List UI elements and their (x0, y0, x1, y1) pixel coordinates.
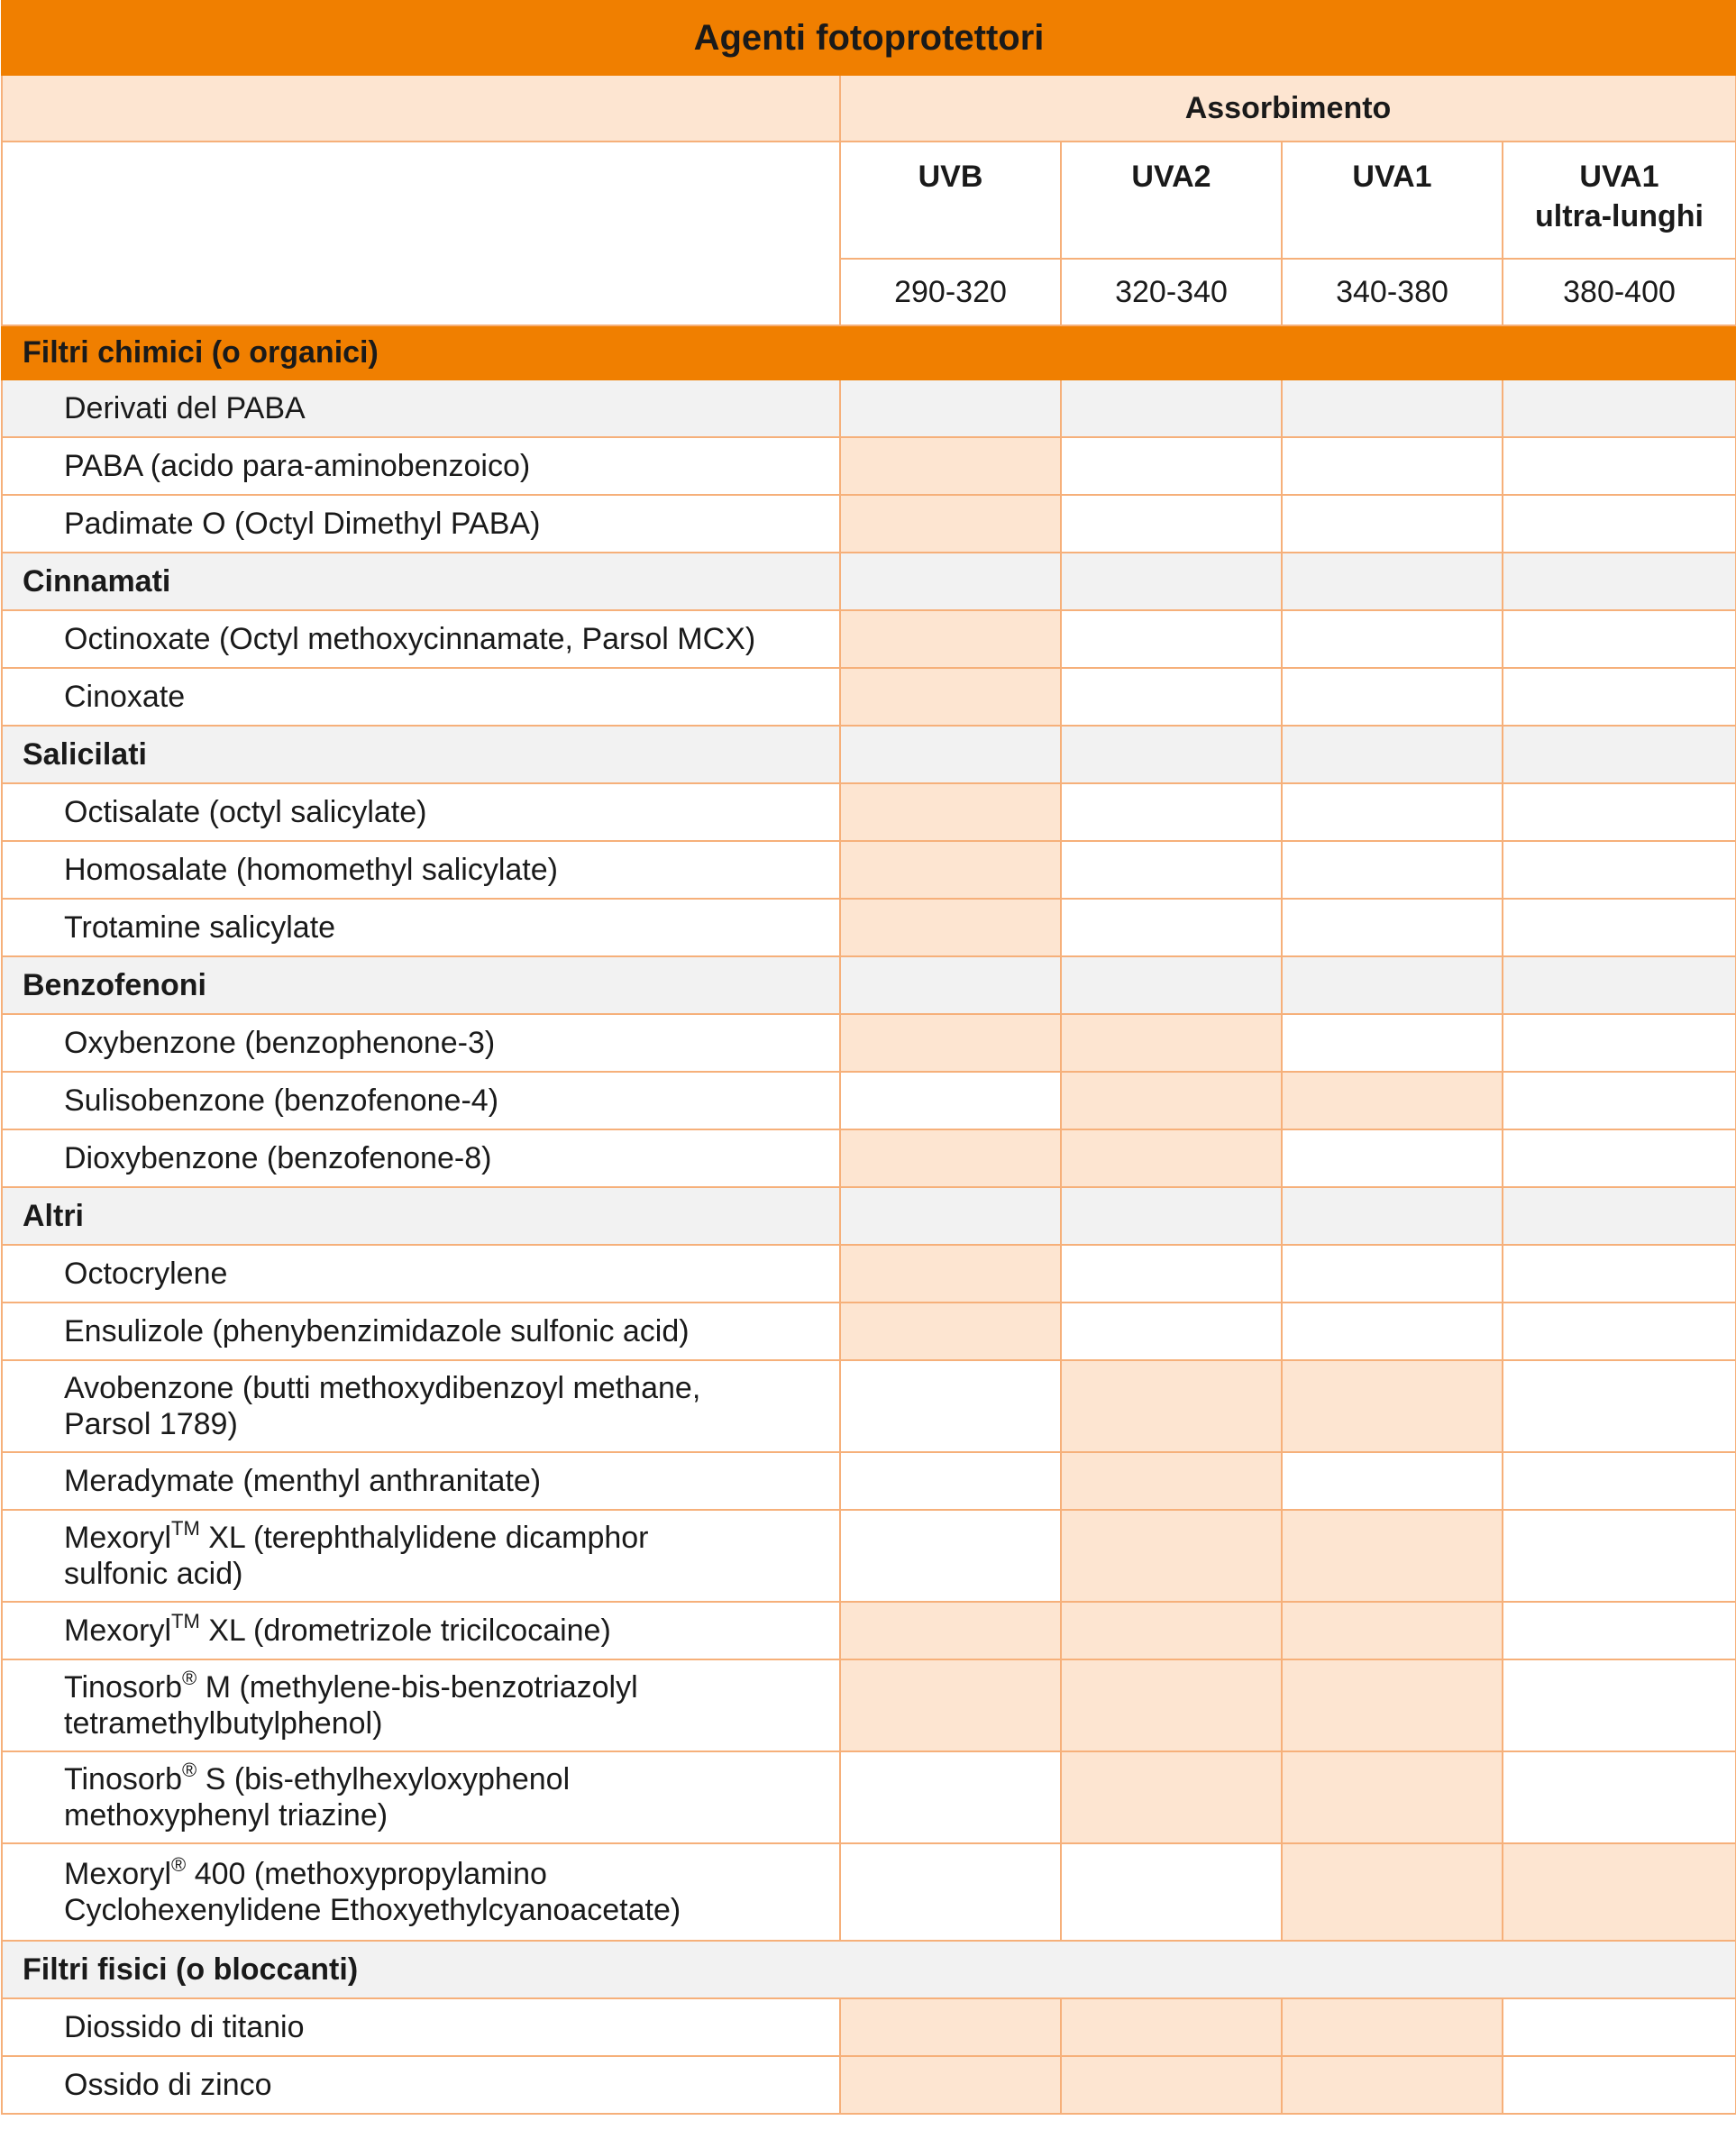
row-label: Cinoxate (2, 668, 840, 726)
absorption-cell (1061, 1659, 1282, 1751)
table-row (2, 1941, 1736, 1998)
absorption-cell (1282, 437, 1503, 495)
row-label: Sulisobenzone (benzofenone-4) (2, 1072, 840, 1129)
table-row (2, 1510, 1736, 1602)
absorption-cell (840, 899, 1061, 956)
band-range-uva1-ultra-long: 380-400 (1503, 259, 1736, 325)
row-label: Ossido di zinco (2, 2056, 840, 2114)
table-row (2, 610, 1736, 668)
table-row (2, 1602, 1736, 1659)
absorption-cell (1503, 1360, 1736, 1452)
group-label: Cinnamati (2, 553, 840, 610)
table-row (2, 495, 1736, 553)
table-row (2, 379, 1736, 437)
absorption-cell (1061, 1187, 1282, 1245)
row-label: Oxybenzone (benzophenone-3) (2, 1014, 840, 1072)
absorption-cell (1282, 379, 1503, 437)
absorption-cell (1503, 668, 1736, 726)
absorption-cell (1282, 1187, 1503, 1245)
absorption-cell (1061, 668, 1282, 726)
row-label: Trotamine salicylate (2, 899, 840, 956)
absorption-cell (1282, 2056, 1503, 2114)
registered-mark: ® (182, 1667, 197, 1689)
table-row (2, 668, 1736, 726)
absorption-cell (1282, 1843, 1503, 1941)
section-header-chemical: Filtri chimici (o organici) (2, 325, 1736, 379)
absorption-cell (840, 553, 1061, 610)
photoprotective-agents-table (1, 0, 1736, 2115)
absorption-cell (1503, 1187, 1736, 1245)
table-row (2, 1452, 1736, 1510)
absorption-cell (1061, 1072, 1282, 1129)
absorption-cell (1282, 1510, 1503, 1602)
absorption-cell (1282, 1303, 1503, 1360)
absorption-cell (1061, 1303, 1282, 1360)
absorption-cell (1503, 956, 1736, 1014)
band-header-uvb: UVB (840, 142, 1061, 259)
table-row (2, 437, 1736, 495)
registered-mark: ® (182, 1759, 197, 1781)
absorption-cell (1503, 1072, 1736, 1129)
band-range-uva2: 320-340 (1061, 259, 1282, 325)
absorption-cell (840, 1751, 1061, 1843)
absorption-cell (1282, 1014, 1503, 1072)
absorption-cell (1503, 1245, 1736, 1303)
absorption-cell (1061, 1843, 1282, 1941)
row-label: Ensulizole (phenybenzimidazole sulfonic acid) (2, 1303, 840, 1360)
absorption-cell (1061, 1510, 1282, 1602)
absorption-cell (1061, 1998, 1282, 2056)
absorption-cell (840, 726, 1061, 783)
absorption-cell (1282, 1659, 1503, 1751)
absorption-cell (840, 2056, 1061, 2114)
absorption-cell (1282, 1998, 1503, 2056)
table-row (2, 1843, 1736, 1941)
absorption-cell (1503, 495, 1736, 553)
absorption-cell (1061, 379, 1282, 437)
table-row (2, 783, 1736, 841)
absorption-cell (1282, 841, 1503, 899)
absorption-cell (1503, 437, 1736, 495)
section-header-physical: Filtri fisici (o bloccanti) (2, 1941, 1736, 1998)
table-row (2, 2056, 1736, 2114)
table-row (2, 1360, 1736, 1452)
absorption-cell (1503, 1659, 1736, 1751)
absorption-cell (1503, 379, 1736, 437)
absorption-cell (1061, 495, 1282, 553)
absorption-cell (840, 1659, 1061, 1751)
absorption-cell (1061, 1751, 1282, 1843)
absorption-cell (1282, 553, 1503, 610)
absorption-cell (840, 668, 1061, 726)
table-row (2, 1245, 1736, 1303)
absorption-cell (1503, 841, 1736, 899)
absorption-cell (1282, 783, 1503, 841)
absorption-cell (1061, 956, 1282, 1014)
row-label: Tinosorb® S (bis-ethylhexyloxyphenol methoxyphenyl triazine) (2, 1751, 840, 1843)
trademark-mark: TM (171, 1610, 200, 1632)
absorption-cell (1503, 1014, 1736, 1072)
absorption-cell (1503, 1998, 1736, 2056)
band-header-uva1-ultra-long: UVA1 ultra-lunghi (1503, 142, 1736, 259)
table-title: Agenti fotoprotettori (2, 1, 1736, 75)
absorption-cell (840, 379, 1061, 437)
row-label: Dioxybenzone (benzofenone-8) (2, 1129, 840, 1187)
band-range-uva1: 340-380 (1282, 259, 1503, 325)
trademark-mark: TM (171, 1517, 200, 1540)
absorption-cell (1503, 1129, 1736, 1187)
absorption-cell (840, 1245, 1061, 1303)
absorption-cell (840, 610, 1061, 668)
absorption-cell (840, 783, 1061, 841)
absorption-cell (1503, 553, 1736, 610)
absorption-cell (1503, 1452, 1736, 1510)
header-blank-cell (2, 142, 840, 325)
row-label: PABA (acido para-aminobenzoico) (2, 437, 840, 495)
absorption-cell (1503, 899, 1736, 956)
absorption-cell (1503, 1751, 1736, 1843)
group-label: Benzofenoni (2, 956, 840, 1014)
absorption-cell (1061, 726, 1282, 783)
row-label: Derivati del PABA (2, 379, 840, 437)
row-label: Homosalate (homomethyl salicylate) (2, 841, 840, 899)
absorption-cell (1503, 783, 1736, 841)
band-header-uva1: UVA1 (1282, 142, 1503, 259)
absorption-cell (1061, 841, 1282, 899)
absorption-cell (1282, 1245, 1503, 1303)
header-blank-cell (2, 75, 840, 142)
row-label: Octocrylene (2, 1245, 840, 1303)
absorption-cell (1503, 1303, 1736, 1360)
absorption-cell (1282, 1360, 1503, 1452)
table-row (2, 1072, 1736, 1129)
row-label: Octisalate (octyl salicylate) (2, 783, 840, 841)
absorption-cell (840, 1843, 1061, 1941)
absorption-cell (1503, 610, 1736, 668)
absorption-cell (1282, 668, 1503, 726)
absorption-cell (1061, 1129, 1282, 1187)
absorption-cell (1061, 553, 1282, 610)
row-label: Avobenzone (butti methoxydibenzoyl methane, Parsol 1789) (2, 1360, 840, 1452)
absorption-cell (1282, 1129, 1503, 1187)
registered-mark: ® (171, 1853, 187, 1876)
absorption-cell (840, 437, 1061, 495)
absorption-cell (1282, 1452, 1503, 1510)
table-row (2, 1659, 1736, 1751)
table-row (2, 1303, 1736, 1360)
absorption-cell (1061, 2056, 1282, 2114)
row-label: Tinosorb® M (methylene-bis-benzotriazolyl tetramethylbutylphenol) (2, 1659, 840, 1751)
table-row (2, 956, 1736, 1014)
absorption-cell (1061, 783, 1282, 841)
absorption-cell (1061, 1360, 1282, 1452)
absorption-cell (1061, 610, 1282, 668)
row-label: Octinoxate (Octyl methoxycinnamate, Parsol MCX) (2, 610, 840, 668)
absorption-cell (840, 1014, 1061, 1072)
absorption-cell (1061, 899, 1282, 956)
absorption-cell (1282, 899, 1503, 956)
absorption-header: Assorbimento (840, 75, 1736, 142)
absorption-cell (1503, 1510, 1736, 1602)
absorption-cell (1061, 437, 1282, 495)
table-row (2, 553, 1736, 610)
row-label: Padimate O (Octyl Dimethyl PABA) (2, 495, 840, 553)
absorption-cell (840, 1303, 1061, 1360)
absorption-cell (1282, 1751, 1503, 1843)
row-label: Meradymate (menthyl anthranitate) (2, 1452, 840, 1510)
absorption-cell (1503, 1843, 1736, 1941)
absorption-cell (1282, 610, 1503, 668)
row-label: Diossido di titanio (2, 1998, 840, 2056)
table-row (2, 1187, 1736, 1245)
band-range-uvb: 290-320 (840, 259, 1061, 325)
absorption-cell (1061, 1245, 1282, 1303)
absorption-cell (1282, 495, 1503, 553)
table-row (2, 1751, 1736, 1843)
band-header-uva2: UVA2 (1061, 142, 1282, 259)
table-row (2, 899, 1736, 956)
absorption-cell (840, 1072, 1061, 1129)
absorption-cell (1503, 2056, 1736, 2114)
table-row (2, 841, 1736, 899)
absorption-cell (1282, 956, 1503, 1014)
absorption-cell (1061, 1602, 1282, 1659)
absorption-cell (840, 1452, 1061, 1510)
absorption-cell (1061, 1452, 1282, 1510)
table-row (2, 1014, 1736, 1072)
absorption-cell (840, 1360, 1061, 1452)
absorption-cell (1282, 1072, 1503, 1129)
table-row (2, 1998, 1736, 2056)
absorption-cell (1503, 726, 1736, 783)
absorption-cell (1282, 1602, 1503, 1659)
absorption-cell (840, 495, 1061, 553)
absorption-cell (840, 956, 1061, 1014)
absorption-cell (840, 1187, 1061, 1245)
group-label: Altri (2, 1187, 840, 1245)
absorption-cell (840, 1602, 1061, 1659)
table-row (2, 1129, 1736, 1187)
absorption-cell (840, 841, 1061, 899)
row-label: Mexoryl™ XL (drometrizole tricilcocaine) (2, 1602, 840, 1659)
absorption-cell (840, 1998, 1061, 2056)
group-label: Salicilati (2, 726, 840, 783)
row-label: Mexoryl® 400 (methoxypropylamino Cyclohexenylidene Ethoxyethylcyanoacetate) (2, 1843, 840, 1941)
absorption-cell (1282, 726, 1503, 783)
absorption-cell (1061, 1014, 1282, 1072)
row-label: Mexoryl™ XL (terephthalylidene dicamphor sulfonic acid) (2, 1510, 840, 1602)
table-row (2, 726, 1736, 783)
absorption-cell (1503, 1602, 1736, 1659)
absorption-cell (840, 1510, 1061, 1602)
absorption-cell (840, 1129, 1061, 1187)
